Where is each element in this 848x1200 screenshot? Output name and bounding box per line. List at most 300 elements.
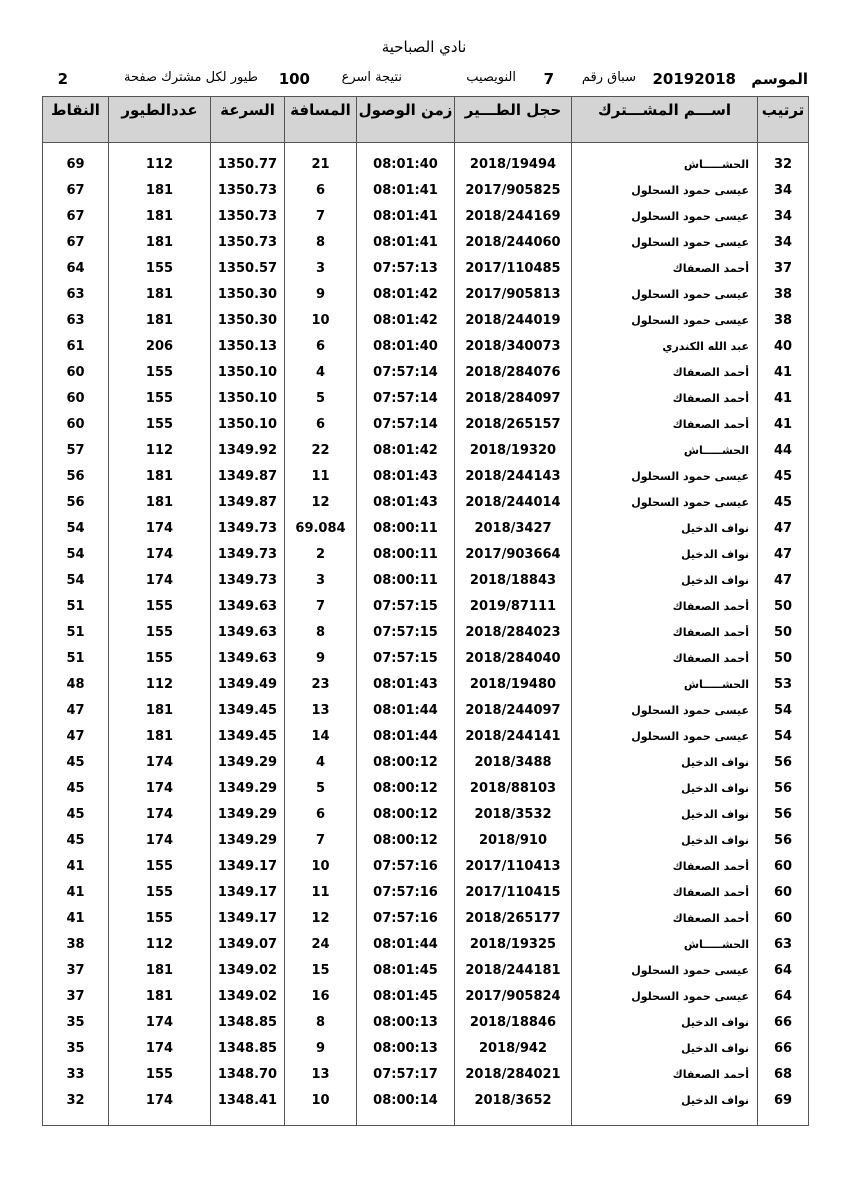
birds-cell: 174: [109, 515, 211, 541]
points-cell: 41: [43, 905, 109, 931]
col-name-header: اســـم المشـــترك: [572, 97, 758, 143]
arrival-time-cell: 08:00:12: [357, 801, 455, 827]
birds-cell: 155: [109, 619, 211, 645]
speed-cell: 1350.13: [211, 333, 285, 359]
points-cell: 56: [43, 463, 109, 489]
rank-cell: 50: [758, 593, 809, 619]
name-cell: نواف الدخيل: [572, 515, 758, 541]
speed-cell: 1349.07: [211, 931, 285, 957]
race-info-line: [42, 70, 808, 92]
speed-cell: 1348.85: [211, 1009, 285, 1035]
ring-cell: 2018/244169: [455, 203, 572, 229]
arrival-time-cell: 08:01:45: [357, 957, 455, 983]
rank-cell: 54: [758, 723, 809, 749]
distance-cell: 4: [285, 359, 357, 385]
speed-cell: 1350.30: [211, 307, 285, 333]
birds-cell: 206: [109, 333, 211, 359]
distance-cell: 6: [285, 411, 357, 437]
distance-cell: 10: [285, 1087, 357, 1113]
arrival-time-cell: 07:57:14: [357, 411, 455, 437]
ring-cell: 2017/110485: [455, 255, 572, 281]
name-cell: نواف الدخيل: [572, 567, 758, 593]
table-row: [43, 541, 809, 567]
table-row: [43, 801, 809, 827]
name-cell: أحمد الصعفاك: [572, 359, 758, 385]
birds-cell: 181: [109, 723, 211, 749]
birds-cell: 174: [109, 541, 211, 567]
birds-cell: 181: [109, 697, 211, 723]
rank-cell: 64: [758, 957, 809, 983]
distance-cell: 3: [285, 567, 357, 593]
speed-cell: 1349.45: [211, 723, 285, 749]
distance-cell: 5: [285, 385, 357, 411]
name-cell: الحشـــــاش: [572, 671, 758, 697]
table-row: [43, 463, 809, 489]
ring-cell: 2017/905824: [455, 983, 572, 1009]
points-cell: 61: [43, 333, 109, 359]
name-cell: عيسى حمود السحلول: [572, 177, 758, 203]
name-cell: أحمد الصعفاك: [572, 619, 758, 645]
birds-cell: 181: [109, 281, 211, 307]
table-row: [43, 1009, 809, 1035]
rank-cell: 56: [758, 749, 809, 775]
distance-cell: 23: [285, 671, 357, 697]
speed-cell: 1350.10: [211, 411, 285, 437]
rank-cell: 41: [758, 359, 809, 385]
points-cell: 48: [43, 671, 109, 697]
distance-cell: 10: [285, 307, 357, 333]
name-cell: نواف الدخيل: [572, 541, 758, 567]
name-cell: عيسى حمود السحلول: [572, 983, 758, 1009]
arrival-time-cell: 08:01:42: [357, 307, 455, 333]
ring-cell: 2018/19494: [455, 151, 572, 177]
birds-cell: 155: [109, 593, 211, 619]
arrival-time-cell: 08:01:42: [357, 437, 455, 463]
table-row: [43, 385, 809, 411]
arrival-time-cell: 08:01:40: [357, 333, 455, 359]
arrival-time-cell: 08:01:42: [357, 281, 455, 307]
points-cell: 47: [43, 723, 109, 749]
ring-cell: 2017/903664: [455, 541, 572, 567]
name-cell: الحشـــــاش: [572, 437, 758, 463]
rank-cell: 34: [758, 229, 809, 255]
distance-cell: 6: [285, 177, 357, 203]
race-label: سباق رقم: [581, 70, 636, 85]
table-row: [43, 437, 809, 463]
points-cell: 45: [43, 827, 109, 853]
distance-cell: 16: [285, 983, 357, 1009]
rank-cell: 56: [758, 775, 809, 801]
birds-cell: 174: [109, 827, 211, 853]
table-row: [43, 411, 809, 437]
ring-cell: 2018/340073: [455, 333, 572, 359]
name-cell: عيسى حمود السحلول: [572, 203, 758, 229]
birds-cell: 112: [109, 151, 211, 177]
distance-cell: 7: [285, 593, 357, 619]
name-cell: نواف الدخيل: [572, 1009, 758, 1035]
points-cell: 51: [43, 619, 109, 645]
page-number: 2: [57, 70, 68, 88]
distance-cell: 9: [285, 645, 357, 671]
arrival-time-cell: 08:00:12: [357, 775, 455, 801]
points-cell: 41: [43, 853, 109, 879]
birds-cell: 174: [109, 567, 211, 593]
table-row: [43, 1087, 809, 1113]
birds-cell: 174: [109, 1009, 211, 1035]
distance-cell: 4: [285, 749, 357, 775]
table-row: [43, 515, 809, 541]
distance-cell: 7: [285, 827, 357, 853]
rank-cell: 38: [758, 281, 809, 307]
arrival-time-cell: 08:01:44: [357, 697, 455, 723]
birds-cell: 155: [109, 1061, 211, 1087]
ring-cell: 2018/284040: [455, 645, 572, 671]
distance-cell: 15: [285, 957, 357, 983]
arrival-time-cell: 08:00:12: [357, 749, 455, 775]
table-row: [43, 1035, 809, 1061]
name-cell: نواف الدخيل: [572, 775, 758, 801]
arrival-time-cell: 07:57:14: [357, 359, 455, 385]
rank-cell: 40: [758, 333, 809, 359]
speed-cell: 1350.73: [211, 229, 285, 255]
table-row: [43, 359, 809, 385]
ring-cell: 2018/19320: [455, 437, 572, 463]
distance-cell: 5: [285, 775, 357, 801]
ring-cell: 2018/3532: [455, 801, 572, 827]
table-row: [43, 983, 809, 1009]
speed-cell: 1350.73: [211, 203, 285, 229]
rank-cell: 56: [758, 801, 809, 827]
points-cell: 67: [43, 203, 109, 229]
table-row: [43, 749, 809, 775]
speed-cell: 1349.73: [211, 567, 285, 593]
points-cell: 45: [43, 801, 109, 827]
rank-cell: 45: [758, 489, 809, 515]
speed-cell: 1349.87: [211, 489, 285, 515]
table-row: [43, 177, 809, 203]
ring-cell: 2018/244141: [455, 723, 572, 749]
name-cell: عيسى حمود السحلول: [572, 281, 758, 307]
speed-cell: 1349.92: [211, 437, 285, 463]
ring-cell: 2018/910: [455, 827, 572, 853]
birds-cell: 181: [109, 203, 211, 229]
arrival-time-cell: 08:01:43: [357, 463, 455, 489]
rank-cell: 47: [758, 515, 809, 541]
name-cell: نواف الدخيل: [572, 1035, 758, 1061]
header-row: [43, 97, 809, 143]
speed-cell: 1348.85: [211, 1035, 285, 1061]
season-value: 20192018: [652, 70, 736, 88]
points-cell: 54: [43, 567, 109, 593]
birds-cell: 181: [109, 489, 211, 515]
rank-cell: 47: [758, 541, 809, 567]
table-row: [43, 671, 809, 697]
speed-cell: 1350.10: [211, 385, 285, 411]
birds-cell: 174: [109, 749, 211, 775]
ring-cell: 2018/284023: [455, 619, 572, 645]
ring-cell: 2018/942: [455, 1035, 572, 1061]
ring-cell: 2017/110415: [455, 879, 572, 905]
ring-cell: 2018/19325: [455, 931, 572, 957]
table-row: [43, 957, 809, 983]
speed-cell: 1350.73: [211, 177, 285, 203]
rank-cell: 66: [758, 1035, 809, 1061]
name-cell: نواف الدخيل: [572, 801, 758, 827]
page-label: طيور لكل مشترك صفحة: [124, 70, 258, 85]
rank-cell: 50: [758, 645, 809, 671]
ring-cell: 2018/244181: [455, 957, 572, 983]
table-row: [43, 489, 809, 515]
name-cell: عيسى حمود السحلول: [572, 697, 758, 723]
distance-cell: 6: [285, 333, 357, 359]
speed-cell: 1349.73: [211, 541, 285, 567]
rank-cell: 64: [758, 983, 809, 1009]
name-cell: نواف الدخيل: [572, 1087, 758, 1113]
points-cell: 63: [43, 281, 109, 307]
speed-cell: 1349.17: [211, 853, 285, 879]
table-row: [43, 151, 809, 177]
birds-cell: 181: [109, 957, 211, 983]
distance-cell: 8: [285, 1009, 357, 1035]
ring-cell: 2018/88103: [455, 775, 572, 801]
table-row: [43, 853, 809, 879]
name-cell: أحمد الصعفاك: [572, 853, 758, 879]
points-cell: 35: [43, 1009, 109, 1035]
distance-cell: 13: [285, 697, 357, 723]
table-row: [43, 307, 809, 333]
points-cell: 60: [43, 359, 109, 385]
arrival-time-cell: 07:57:13: [357, 255, 455, 281]
arrival-time-cell: 08:01:45: [357, 983, 455, 1009]
race-number: 7: [543, 70, 554, 88]
points-cell: 41: [43, 879, 109, 905]
ring-cell: 2018/265157: [455, 411, 572, 437]
speed-cell: 1349.17: [211, 879, 285, 905]
points-cell: 67: [43, 229, 109, 255]
rank-cell: 53: [758, 671, 809, 697]
arrival-time-cell: 08:01:44: [357, 723, 455, 749]
name-cell: نواف الدخيل: [572, 749, 758, 775]
ring-cell: 2018/3488: [455, 749, 572, 775]
birds-cell: 181: [109, 229, 211, 255]
arrival-time-cell: 07:57:16: [357, 853, 455, 879]
ring-cell: 2018/284076: [455, 359, 572, 385]
birds-cell: 181: [109, 307, 211, 333]
speed-cell: 1350.10: [211, 359, 285, 385]
col-points-header: النقاط: [43, 97, 109, 143]
ring-cell: 2018/3652: [455, 1087, 572, 1113]
distance-cell: 3: [285, 255, 357, 281]
birds-cell: 155: [109, 385, 211, 411]
rank-cell: 44: [758, 437, 809, 463]
distance-cell: 7: [285, 203, 357, 229]
arrival-time-cell: 08:01:43: [357, 489, 455, 515]
rank-cell: 63: [758, 931, 809, 957]
ring-cell: 2018/244060: [455, 229, 572, 255]
table-row: [43, 619, 809, 645]
birds-cell: 155: [109, 905, 211, 931]
ring-cell: 2018/244014: [455, 489, 572, 515]
points-cell: 54: [43, 515, 109, 541]
arrival-time-cell: 08:00:11: [357, 567, 455, 593]
rank-cell: 41: [758, 385, 809, 411]
speed-cell: 1349.63: [211, 593, 285, 619]
col-birds-header: عددالطيور: [109, 97, 211, 143]
birds-cell: 155: [109, 645, 211, 671]
rank-cell: 54: [758, 697, 809, 723]
club-title: نادي الصباحية: [381, 38, 467, 56]
birds-cell: 112: [109, 437, 211, 463]
table-row: [43, 593, 809, 619]
points-cell: 63: [43, 307, 109, 333]
birds-cell: 181: [109, 983, 211, 1009]
rank-cell: 38: [758, 307, 809, 333]
speed-cell: 1349.17: [211, 905, 285, 931]
arrival-time-cell: 08:01:41: [357, 177, 455, 203]
distance-cell: 2: [285, 541, 357, 567]
rank-cell: 32: [758, 151, 809, 177]
rank-cell: 45: [758, 463, 809, 489]
distance-cell: 9: [285, 1035, 357, 1061]
name-cell: عبد الله الكندري: [572, 333, 758, 359]
speed-cell: 1349.45: [211, 697, 285, 723]
distance-cell: 12: [285, 905, 357, 931]
birds-cell: 174: [109, 775, 211, 801]
speed-cell: 1349.29: [211, 749, 285, 775]
speed-cell: 1349.73: [211, 515, 285, 541]
name-cell: نواف الدخيل: [572, 827, 758, 853]
table-row: [43, 931, 809, 957]
birds-cell: 155: [109, 411, 211, 437]
arrival-time-cell: 07:57:14: [357, 385, 455, 411]
table-row: [43, 203, 809, 229]
name-cell: أحمد الصعفاك: [572, 255, 758, 281]
ring-cell: 2018/244019: [455, 307, 572, 333]
ring-cell: 2018/265177: [455, 905, 572, 931]
arrival-time-cell: 08:00:11: [357, 515, 455, 541]
speed-cell: 1349.29: [211, 801, 285, 827]
points-cell: 47: [43, 697, 109, 723]
points-cell: 60: [43, 385, 109, 411]
rank-cell: 60: [758, 853, 809, 879]
points-cell: 69: [43, 151, 109, 177]
points-cell: 45: [43, 775, 109, 801]
speed-cell: 1349.29: [211, 775, 285, 801]
season-label: الموسم: [751, 70, 808, 88]
speed-cell: 1349.63: [211, 619, 285, 645]
points-cell: 54: [43, 541, 109, 567]
rank-cell: 50: [758, 619, 809, 645]
distance-cell: 14: [285, 723, 357, 749]
name-cell: أحمد الصعفاك: [572, 645, 758, 671]
race-location: النويصيب: [466, 70, 516, 85]
name-cell: أحمد الصعفاك: [572, 593, 758, 619]
points-cell: 45: [43, 749, 109, 775]
points-cell: 56: [43, 489, 109, 515]
points-cell: 38: [43, 931, 109, 957]
points-cell: 37: [43, 957, 109, 983]
points-cell: 60: [43, 411, 109, 437]
arrival-time-cell: 08:01:44: [357, 931, 455, 957]
birds-cell: 112: [109, 931, 211, 957]
name-cell: الحشـــــاش: [572, 931, 758, 957]
table-row: [43, 645, 809, 671]
rank-cell: 60: [758, 879, 809, 905]
name-cell: أحمد الصعفاك: [572, 411, 758, 437]
points-cell: 35: [43, 1035, 109, 1061]
distance-cell: 11: [285, 463, 357, 489]
name-cell: عيسى حمود السحلول: [572, 307, 758, 333]
table-row: [43, 567, 809, 593]
name-cell: عيسى حمود السحلول: [572, 229, 758, 255]
distance-cell: 8: [285, 619, 357, 645]
points-cell: 37: [43, 983, 109, 1009]
table-row: [43, 827, 809, 853]
ring-cell: 2018/18846: [455, 1009, 572, 1035]
rank-cell: 34: [758, 203, 809, 229]
arrival-time-cell: 08:00:11: [357, 541, 455, 567]
speed-cell: 1350.77: [211, 151, 285, 177]
arrival-time-cell: 08:01:41: [357, 203, 455, 229]
distance-cell: 24: [285, 931, 357, 957]
speed-cell: 1349.63: [211, 645, 285, 671]
birds-cell: 174: [109, 1035, 211, 1061]
arrival-time-cell: 07:57:16: [357, 879, 455, 905]
birds-cell: 155: [109, 255, 211, 281]
rank-cell: 37: [758, 255, 809, 281]
rank-cell: 47: [758, 567, 809, 593]
distance-cell: 69.084: [285, 515, 357, 541]
points-cell: 33: [43, 1061, 109, 1087]
ring-cell: 2018/19480: [455, 671, 572, 697]
distance-cell: 13: [285, 1061, 357, 1087]
birds-cell: 155: [109, 879, 211, 905]
table-row: [43, 255, 809, 281]
birds-cell: 174: [109, 801, 211, 827]
ring-cell: 2017/905825: [455, 177, 572, 203]
rank-cell: 41: [758, 411, 809, 437]
col-distance-header: المسافة: [285, 97, 357, 143]
distance-cell: 9: [285, 281, 357, 307]
arrival-time-cell: 08:01:41: [357, 229, 455, 255]
speed-cell: 1349.29: [211, 827, 285, 853]
points-cell: 57: [43, 437, 109, 463]
speed-cell: 1350.57: [211, 255, 285, 281]
speed-cell: 1349.02: [211, 957, 285, 983]
ring-cell: 2017/110413: [455, 853, 572, 879]
col-time-header: زمن الوصول: [357, 97, 455, 143]
ring-cell: 2017/905813: [455, 281, 572, 307]
name-cell: الحشـــــاش: [572, 151, 758, 177]
ring-cell: 2019/87111: [455, 593, 572, 619]
birds-cell: 181: [109, 463, 211, 489]
ring-cell: 2018/284021: [455, 1061, 572, 1087]
name-cell: أحمد الصعفاك: [572, 385, 758, 411]
rank-cell: 60: [758, 905, 809, 931]
birds-cell: 174: [109, 1087, 211, 1113]
arrival-time-cell: 08:00:13: [357, 1035, 455, 1061]
points-cell: 51: [43, 645, 109, 671]
points-cell: 64: [43, 255, 109, 281]
distance-cell: 22: [285, 437, 357, 463]
rank-cell: 69: [758, 1087, 809, 1113]
speed-cell: 1349.02: [211, 983, 285, 1009]
distance-cell: 8: [285, 229, 357, 255]
rank-cell: 66: [758, 1009, 809, 1035]
distance-cell: 6: [285, 801, 357, 827]
table-row: [43, 333, 809, 359]
birds-cell: 155: [109, 853, 211, 879]
